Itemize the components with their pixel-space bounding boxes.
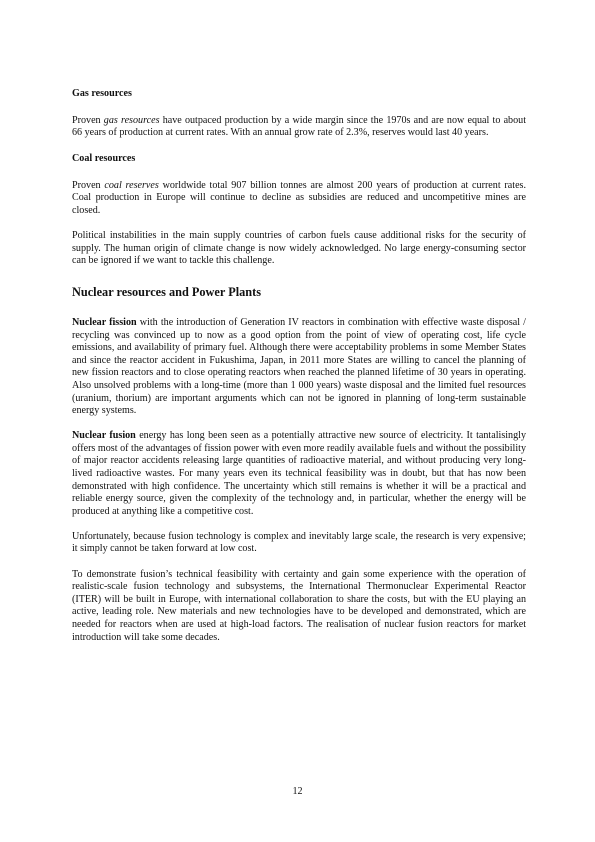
gas-p1-post: have outpaced production by a wide margin since the 1970s and are now equal to about 66 years of production at current rates. With an annual grow rate of 2.3%, reserves would last 40 years.: [72, 114, 527, 139]
gas-p1-pre: Proven: [72, 114, 104, 126]
nuclear-section-heading: Nuclear resources and Power Plants: [72, 284, 261, 299]
political-instabilities-paragraph: Political instabilities in the main supply countries of carbon fuels cause additional risks for the security of supply. The human origin of climate change is now widely acknowledged. No large energy-consuming sector can be ignored if we want to tackle this challenge.: [72, 230, 526, 267]
gas-p1-emphasis: gas resources: [103, 114, 160, 126]
coal-resources-paragraph: [72, 180, 526, 218]
nuclear-fusion-term: Nuclear fusion: [72, 430, 136, 442]
gas-resources-heading: Gas resources: [72, 88, 132, 99]
nuclear-fission-text: with the introduction of Generation IV reactors in combination with effective waste disposal / recycling was convinced up to now as a good option from the point of view of operating cost, life cycle emissions, and availability of primary fuel. Although there were acceptability problems in some Member States and since the reactor accident in Fukushima, Japan, in 2011 more States are willing to cancel the planning of new fission reactors and to close operating reactors when reached the planned lifetime of 30 years in operating. Also unsolved problems with a long-time (more than 1 000 years) waste disposal and the limited fuel resources (uranium, thorium) are important arguments which can not be ignored in planning of long-term sustainable energy systems.: [72, 316, 526, 417]
coal-resources-heading: Coal resources: [72, 153, 136, 165]
nuclear-fusion-paragraph: [72, 430, 526, 518]
coal-p1-pre: Proven: [72, 179, 105, 191]
page-number: 12: [292, 786, 303, 797]
fusion-cost-paragraph: Unfortunately, because fusion technology is complex and inevitably large scale, the research is very expensive; it simply cannot be taken forward at low cost.: [72, 530, 526, 555]
iter-paragraph: To demonstrate fusion’s technical feasibility with certainty and gain some experience with the operation of realistic-scale fusion technology and subsystems, the International Thermonuclear Experimental Reactor (ITER) will be built in Europe, with international collaboration to share the costs, but with the EU playing an active, leading role. New materials and new technologies have to be developed and demonstrated, which are needed for reactors when are used at high-load factors. The realisation of nuclear fusion reactors for market introduction will take some decades.: [72, 568, 526, 643]
nuclear-fission-term: Nuclear fission: [72, 316, 137, 328]
gas-resources-paragraph: [72, 115, 526, 140]
nuclear-fission-paragraph: [72, 317, 526, 418]
coal-p1-emphasis: coal reserves: [104, 179, 159, 191]
coal-p1-post: worldwide total 907 billion tonnes are almost 200 years of production at current rates. Coal production in Europe will continue to decline as subsidies are reduced and uncompetitive mines are closed.: [72, 179, 526, 217]
page-body: [72, 88, 526, 644]
nuclear-fusion-text: energy has long been seen as a potentially attractive new source of electricity. It tantalisingly offers most of the advantages of fission power with even more readily available fuels and without the possibility of major reactor accidents releasing large quantities of radioactive material, and without producing very long-lived radioactive wastes. For many years even its technical feasibility was in doubt, but that has now been demonstrated with high confidence. The uncertainty which still remains is whether it will be a practical and reliable energy source, given the complexity of the technology and, in particular, whether the energy will be produced at anything like a competitive cost.: [72, 430, 527, 517]
